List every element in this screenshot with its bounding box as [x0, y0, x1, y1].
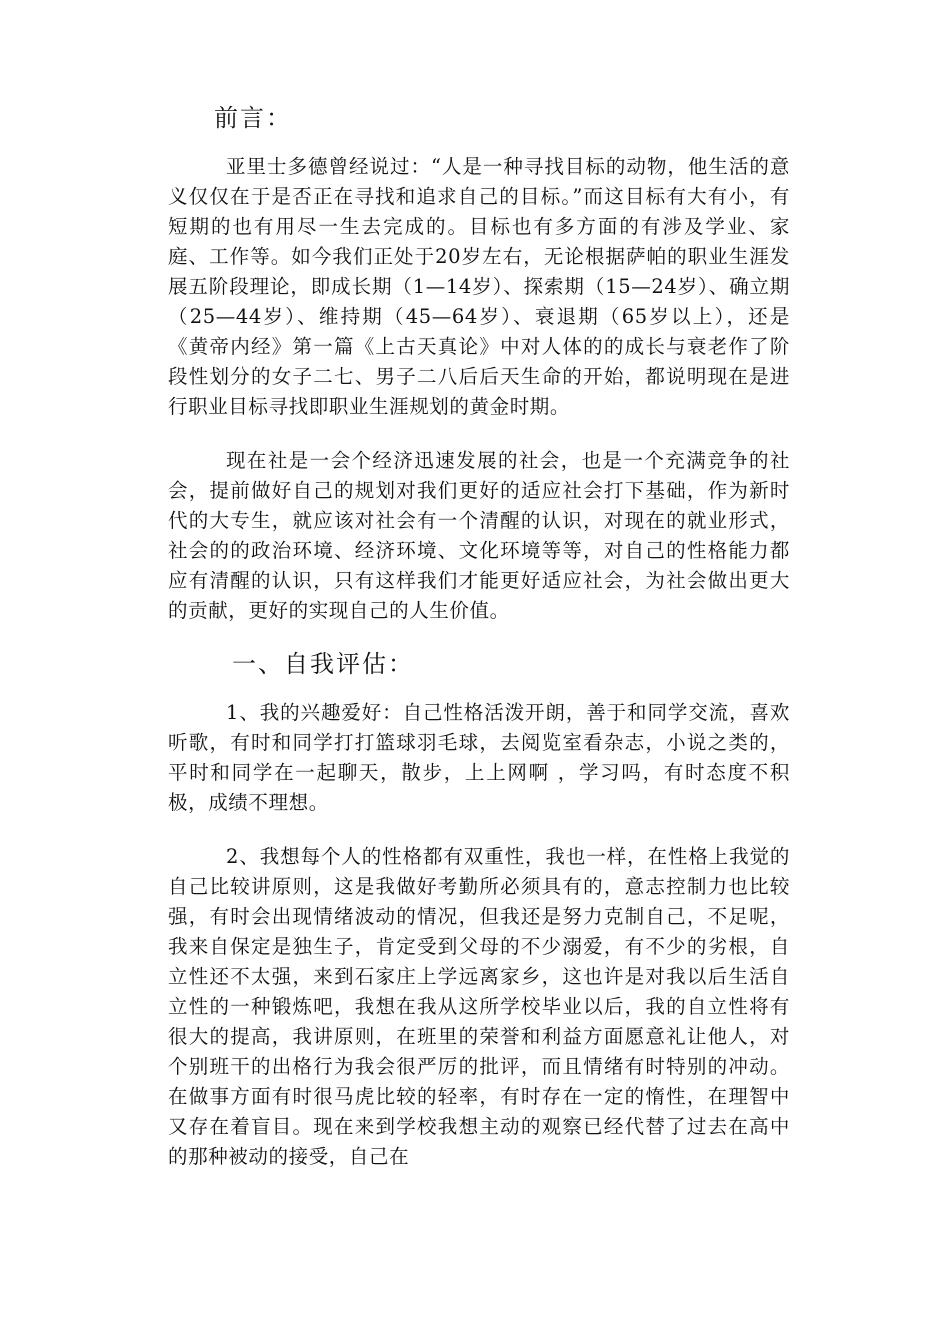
spacer	[168, 138, 790, 152]
preface-heading: 前言：	[214, 104, 292, 132]
self-assessment-paragraph-2: 2、我想每个人的性格都有双重性，我也一样，在性格上我觉的自己比较讲原则，这是我做好考勤所必须具有的，意志控制力也比较强，有时会出现情绪波动的情况，但我还是努力克制自己，不足呢，我来自保定是独生子，肯定受到父母的不少溺爱，有不少的劣根，自立性还不太强，来到石家庄上学远离家乡，这也许是对我以后生活自立性的一种锻炼吧，我想在我从这所学校毕业以后，我的自立性将有很大的提高，我讲原则，在班里的荣誉和利益方面愿意礼让他人，对个别班干的出格行为我会很严厉的批评，而且情绪有时特别的冲动。在做事方面有时很马虎比较的轻率，有时存在一定的惰性，在理智中又存在着盲目。现在来到学校我想主动的观察已经代替了过去在高中的那种被动的接受，自己在	[168, 845, 790, 1168]
preface-paragraph-1: 亚里士多德曾经说过：“人是一种寻找目标的动物，他生活的意义仅仅在于是否正在寻找和追求自己的目标。”而这目标有大有小，有短期的也有用尽一生去完成的。目标也有多方面的有涉及学业、家庭、工作等。如今我们正处于20岁左右，无论根据萨帕的职业生涯发展五阶段理论，即成长期（1—14岁）、探索期（15—24岁）、确立期（25—44岁）、维持期（45—64岁）、衰退期（65岁以上），还是《黄帝内经》第一篇《上古天真论》中对人体的的成长与衰老作了阶段性划分的女子二七、男子二八后后天生命的开始，都说明现在是进行职业目标寻找即职业生涯规划的黄金时期。	[168, 155, 790, 418]
spacer	[168, 422, 790, 446]
document-body	[168, 98, 790, 1172]
self-assessment-paragraph-1: 1、我的兴趣爱好：自己性格活泼开朗，善于和同学交流，喜欢听歌，有时和同学打打篮球羽毛球，去阅览室看杂志，小说之类的，平时和同学在一起聊天，散步，上上网啊 ，学习吗，有时态度不积极，成绩不理想。	[168, 701, 790, 814]
spacer	[168, 626, 790, 644]
spacer	[168, 818, 790, 842]
preface-paragraph-2: 现在社是一会个经济迅速发展的社会，也是一个充满竞争的社会，提前做好自己的规划对我们更好的适应社会打下基础，作为新时代的大专生，就应该对社会有一个清醒的认识，对现在的就业形式，社会的的政治环境、经济环境、文化环境等等，对自己的性格能力都应有清醒的认识，只有这样我们才能更好适应社会，为社会做出更大的贡献，更好的实现自己的人生价值。	[168, 449, 790, 622]
self-assessment-heading: 一、自我评估：	[232, 650, 414, 678]
spacer	[168, 684, 790, 698]
